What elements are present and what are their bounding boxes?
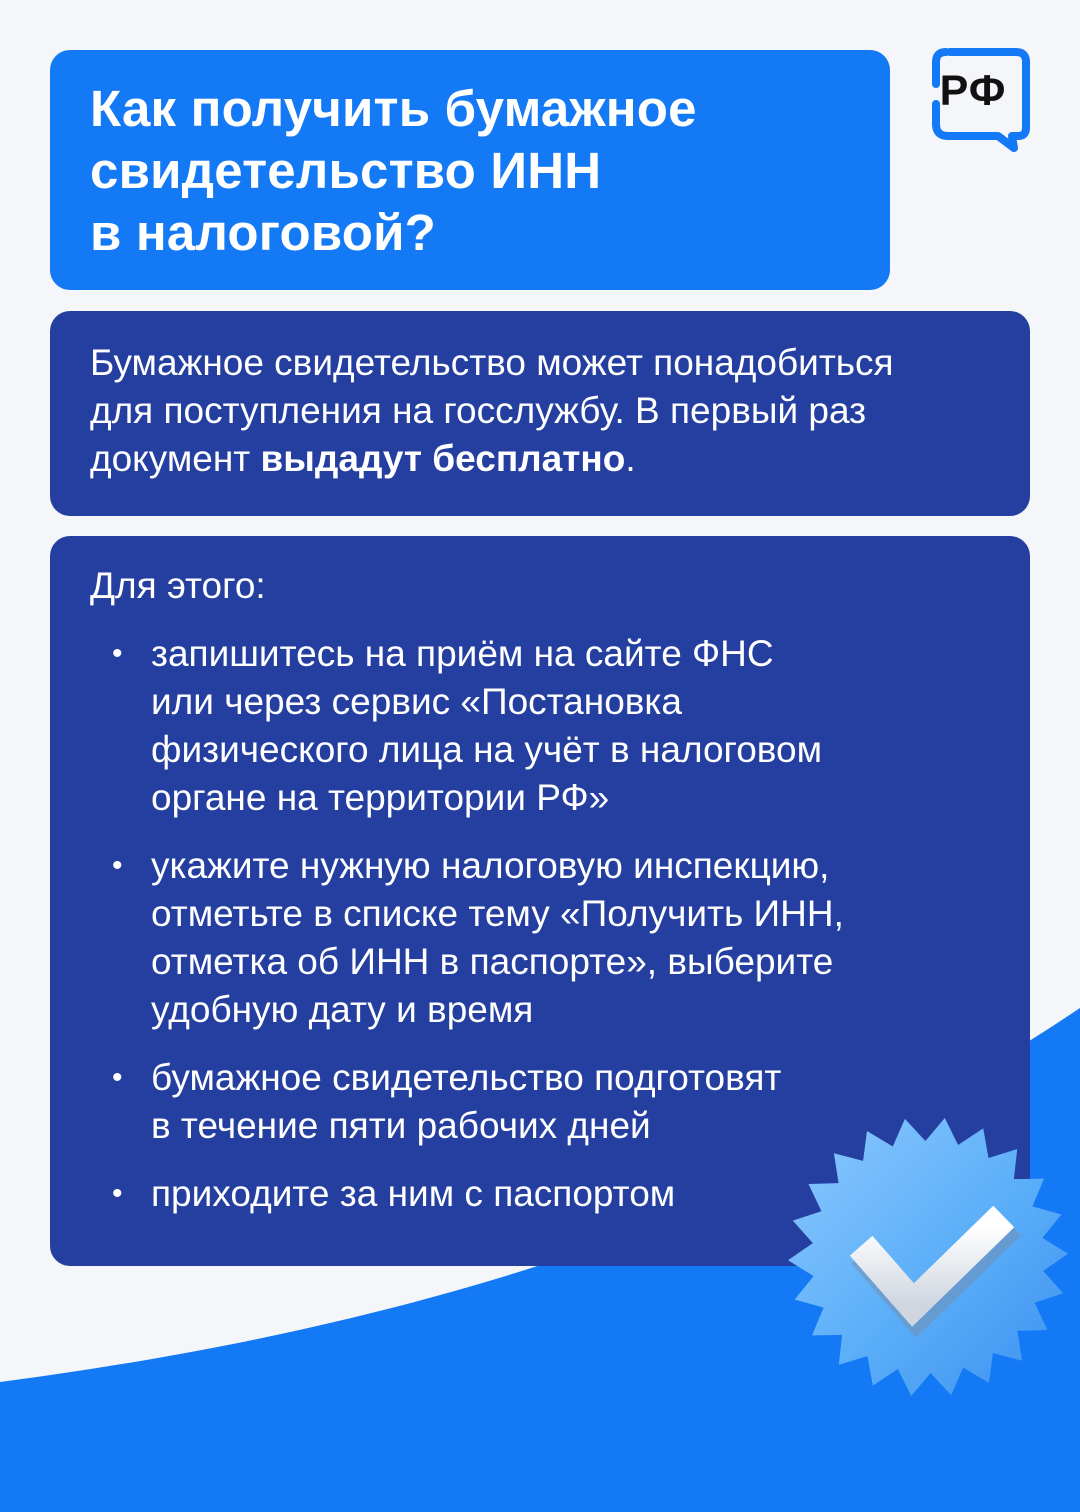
page-title-line-3: в налоговой?	[90, 204, 437, 261]
step-3-line-1: бумажное свидетельство подготовят	[151, 1057, 782, 1098]
intro-card	[50, 311, 1030, 516]
intro-line-3-suffix: .	[625, 438, 636, 479]
step-2-line-2: отметьте в списке тему «Получить ИНН,	[151, 893, 844, 934]
intro-line-1: Бумажное свидетельство может понадобиться	[90, 342, 894, 383]
verified-checkmark-badge-icon	[783, 1107, 1073, 1407]
bullet-icon: •	[112, 1177, 123, 1210]
list-item	[90, 842, 990, 1034]
bullet-icon: •	[112, 849, 123, 882]
step-3-line-2: в течение пяти рабочих дней	[151, 1105, 651, 1146]
step-2-line-4: удобную дату и время	[151, 989, 534, 1030]
intro-bold-free: выдадут бесплатно	[260, 438, 626, 479]
title-banner	[50, 50, 890, 290]
step-4-line-1: приходите за ним с паспортом	[151, 1173, 676, 1214]
step-2-line-1: укажите нужную налоговую инспекцию,	[151, 845, 830, 886]
steps-intro: Для этого:	[90, 565, 266, 606]
logo-text: РФ	[939, 66, 1007, 115]
step-1-line-4: органе на территории РФ»	[151, 777, 610, 818]
intro-line-2: для поступления на госслужбу. В первый раз	[90, 390, 867, 431]
step-1-line-3: физического лица на учёт в налоговом	[151, 729, 823, 770]
step-1-line-2: или через сервис «Постановка	[151, 681, 683, 722]
bullet-icon: •	[112, 637, 123, 670]
bullet-icon: •	[112, 1061, 123, 1094]
step-1-line-1: запишитесь на приём на сайте ФНС	[151, 633, 774, 674]
page-title-line-2: свидетельство ИНН	[90, 142, 602, 199]
step-2-line-3: отметка об ИНН в паспорте», выберите	[151, 941, 834, 982]
intro-line-3	[90, 435, 990, 483]
intro-line-3-prefix: документ	[90, 438, 261, 479]
page-title-line-1: Как получить бумажное	[90, 80, 697, 137]
list-item	[90, 630, 990, 822]
rf-logo	[928, 48, 1032, 154]
